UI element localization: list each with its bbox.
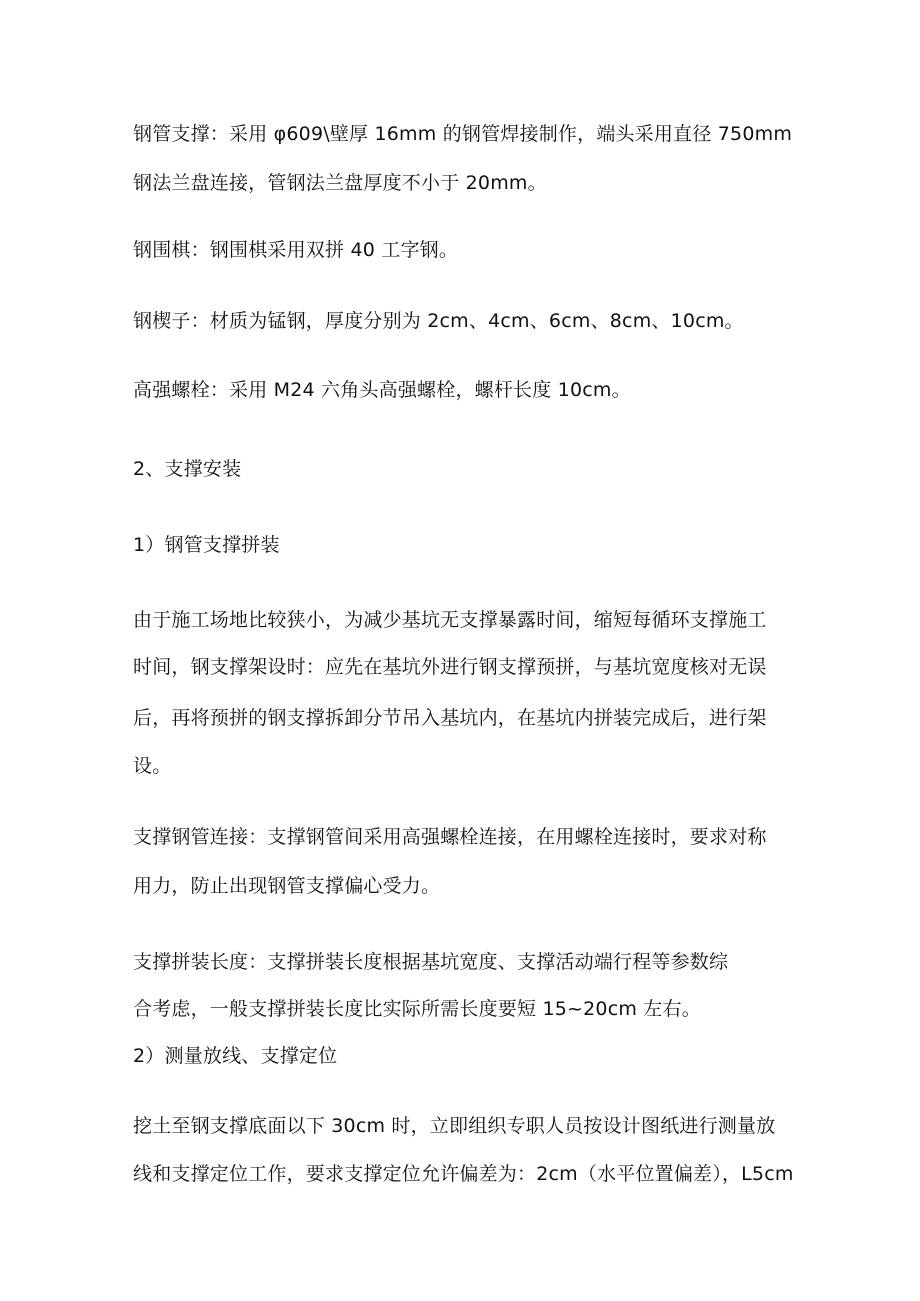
paragraph-line: 挖土至钢支撑底面以下 30cm 时，立即组织专职人员按设计图纸进行测量放 [133,1115,776,1137]
section-heading-support-installation: 2、支撑安装 [133,458,242,480]
paragraph-line: 合考虑，一般支撑拼装长度比实际所需长度要短 15~20cm 左右。 [133,998,701,1020]
paragraph-line: 设。 [133,755,172,777]
paragraph-line: 支撑钢管连接：支撑钢管间采用高强螺栓连接，在用螺栓连接时，要求对称 [133,826,767,848]
paragraph-line: 用力，防止出现钢管支撑偏心受力。 [133,875,441,897]
paragraph-line: 后，再将预拼的钢支撑拆卸分节吊入基坑内，在基坑内拼装完成后，进行架 [133,707,767,729]
paragraph-line: 支撑拼装长度：支撑拼装长度根据基坑宽度、支撑活动端行程等参数综 [133,951,729,973]
text-line-waler: 钢围棋：钢围棋采用双拼 40 工字钢。 [133,239,459,261]
text-line-pipe-support: 钢管支撑：采用 φ609\壁厚 16mm 的钢管焊接制作，端头采用直径 750mm [133,123,793,145]
paragraph-line: 线和支撑定位工作，要求支撑定位允许偏差为：2cm（水平位置偏差），L5cm [133,1163,794,1185]
subsection-heading-pipe-assembly: 1）钢管支撑拼装 [133,534,280,556]
paragraph-line: 由于施工场地比较狭小，为减少基坑无支撑暴露时间，缩短每循环支撑施工 [133,609,767,631]
subsection-heading-survey-positioning: 2）测量放线、支撑定位 [133,1045,338,1067]
text-line-bolt: 高强螺栓：采用 M24 六角头高强螺栓，螺杆长度 10cm。 [133,379,631,401]
paragraph-line: 时间，钢支撑架设时：应先在基坑外进行钢支撑预拼，与基坑宽度核对无误 [133,656,767,678]
text-line-flange: 钢法兰盘连接，管钢法兰盘厚度不小于 20mm。 [133,172,547,194]
text-line-wedge: 钢楔子：材质为锰钢，厚度分别为 2cm、4cm、6cm、8cm、10cm。 [133,310,744,332]
